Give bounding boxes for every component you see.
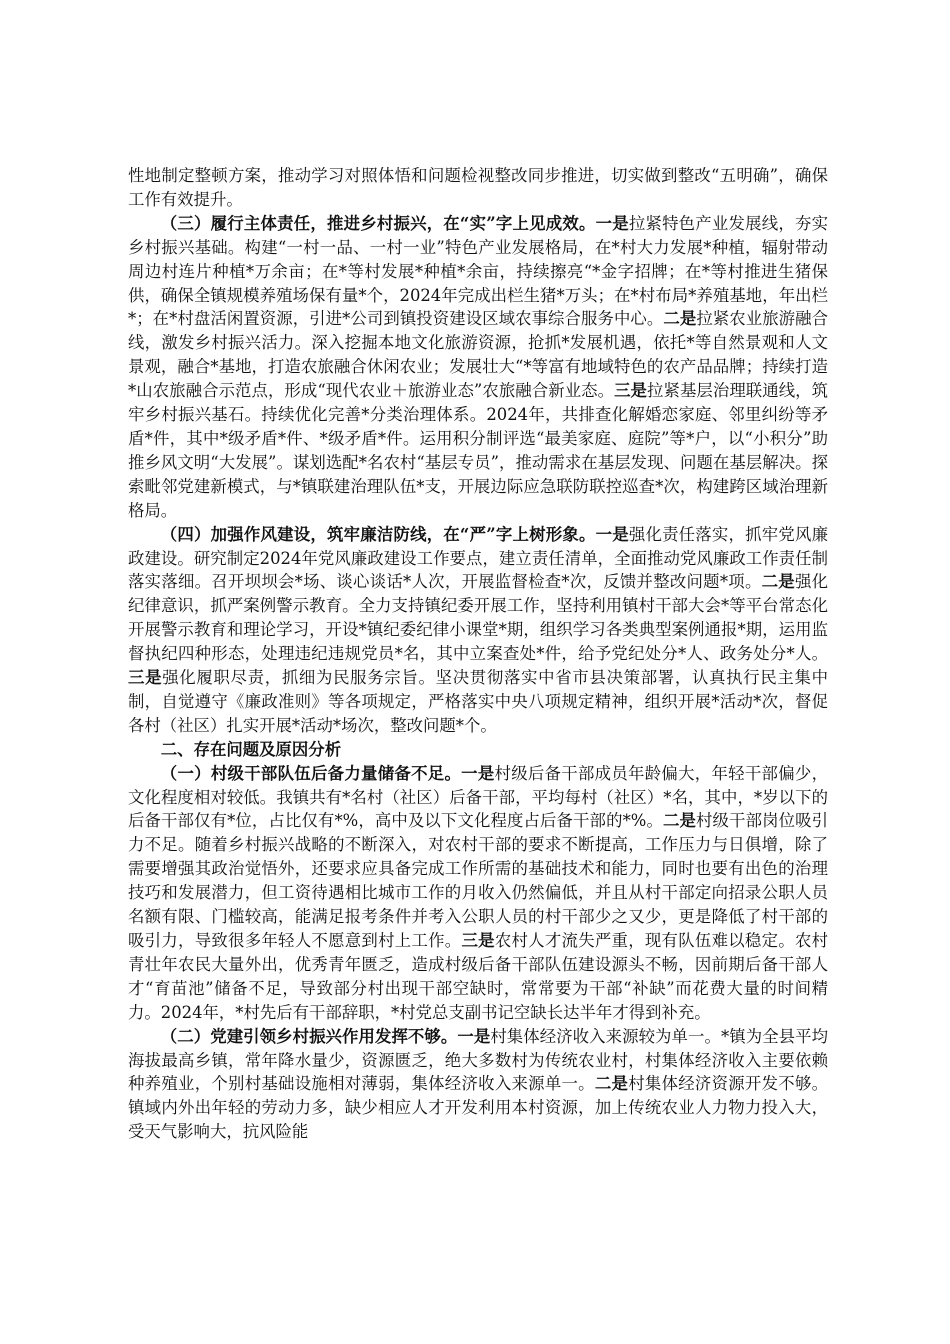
paragraph-section-4	[128, 523, 828, 738]
text-run: 拉紧基层治理联通线，筑牢乡村振兴基石。持续优化完善*分类治理体系。2024年，共排查化解婚恋家庭、邻里纠纷等矛盾*件，其中*级矛盾*件、*级矛盾*件。运用积分制评选“最美家庭、庭院”等*户，以“小积分”助推乡风文明“大发展”。谋划选配*名农村“基层专员”，推动需求在基层发现、问题在基层解决。探索毗邻党建新模式，与*镇联建治理队伍*支，开展边际应急联防联控巡查*次，构建跨区域治理新格局。	[128, 381, 829, 520]
bold-text-run: （一）村级干部队伍后备力量储备不足。	[160, 763, 462, 783]
text-run: 拉紧农业旅游融合线，激发乡村振兴活力。深入挖掘本地文化旅游资源，抢抓*发展机遇，依托*等自然景观和人文景观，融合*基地，打造农旅融合休闲农业；发展壮大“*等富有地域特色的农产品品牌；持续打造*山农旅融合示范点，形成“现代农业＋旅游业态”农旅融合新业态。	[128, 309, 829, 401]
bold-text-run: 一是	[595, 213, 629, 233]
paragraph-problem-2	[128, 1025, 828, 1145]
bold-text-run: 三是	[614, 381, 648, 401]
bold-text-run: 二是	[663, 811, 697, 831]
bold-text-run: 三是	[461, 931, 495, 950]
bold-text-run: 二是	[594, 1074, 629, 1094]
text-run: 村级后备干部成员年龄偏大，年轻干部偏少，文化程度相对较低。我镇共有*名村（社区）后备干部，平均每村（社区）*名，其中，*岁以下的后备干部仅有*位，占比仅有*%，高中及以下文化程度占后备干部的*%。	[128, 763, 828, 831]
section-heading-problems	[128, 738, 828, 762]
paragraph-section-3	[128, 212, 828, 523]
paragraph-intro	[128, 164, 828, 212]
text-run: 村级干部岗位吸引力不足。随着乡村振兴战略的不断深入，对农村干部的要求不断提高，工作压力与日俱增，除了需要增强其政治觉悟外，还要求应具备完成工作所需的基础技术和能力，同时也要有出色的治理技巧和发展潜力，但工资待遇相比城市工作的月收入仍然偏低，并且从村干部定向招录公职人员名额有限、门槛较高，能满足报考条件并考入公职人员的村干部少之又少，更是降低了村干部的吸引力，导致很多年轻人不愿意到村上工作。	[128, 811, 829, 950]
bold-text-run: 一是	[461, 763, 495, 783]
bold-text-run: 一是	[595, 524, 629, 544]
bold-text-run: （四）加强作风建设，筑牢廉洁防线，在“严”字上树形象。	[160, 524, 596, 544]
text-run: 拉紧特色产业发展线，夯实乡村振兴基础。构建“一村一品、一村一业”特色产业发展格局，在*村大力发展*种植，辐射带动周边村连片种植*万余亩；在*等村发展*种植*余亩，持续擦亮“*金字招牌；在*等村推进生猪保供，确保全镇规模养殖场保有量*个，2024年完成出栏生猪*万头；在*村布局*养殖基地，年出栏*；在*村盘活闲置资源，引进*公司到镇投资建设区域农事综合服务中心。	[128, 213, 829, 329]
bold-text-run: 二是	[761, 572, 795, 592]
text-run: 强化履职尽责，抓细为民服务宗旨。坚决贯彻落实中省市县决策部署，认真执行民主集中制，自觉遵守《廉政准则》等各项规定，严格落实中央八项规定精神，组织开展*活动*次，督促各村（社区）扎实开展*活动*场次，整改问题*个。	[128, 668, 829, 735]
bold-text-run: 三是	[128, 668, 163, 688]
text-run: 强化责任落实，抓牢党风廉政建设。研究制定2024年党风廉政建设工作要点，建立责任清单，全面推动党风廉政工作责任制落实落细。召开坝坝会*场、谈心谈话*人次，开展监督检查*次，反馈并整改问题*项。	[128, 524, 829, 592]
text-run: 村集体经济资源开发不够。镇域内外出年轻的劳动力多，缺少相应人才开发利用本村资源，加上传统农业人力物力投入大，受天气影响大，抗风险能	[128, 1074, 829, 1142]
bold-text-run: 二、存在问题及原因分析	[160, 739, 342, 759]
text-run: 性地制定整顿方案，推动学习对照体悟和问题检视整改同步推进，切实做到整改“五明确”，确保工作有效提升。	[128, 166, 828, 209]
document-body	[128, 164, 828, 1144]
text-run: 农村人才流失严重，现有队伍难以稳定。农村青壮年农民大量外出，优秀青年匮乏，造成村级后备干部队伍建设源头不畅，因前期后备干部人才“育苗池”储备不足，导致部分村出现干部空缺时，常常要为干部“补缺”而花费大量的时间精力。2024年，*村先后有干部辞职，*村党总支副书记空缺长达半年才得到补充。	[128, 931, 829, 1022]
bold-text-run: 二是	[663, 309, 697, 329]
paragraph-problem-1	[128, 762, 828, 1025]
bold-text-run: （二）党建引领乡村振兴作用发挥不够。	[160, 1026, 458, 1046]
text-run: 村集体经济收入来源较为单一。*镇为全县平均海拔最高乡镇，常年降水量少，资源匮乏，绝大多数村为传统农业村，村集体经济收入主要依赖种养殖业，个别村基础设施相对薄弱，集体经济收入来源单一。	[128, 1026, 829, 1094]
bold-text-run: 一是	[457, 1026, 491, 1046]
bold-text-run: （三）履行主体责任，推进乡村振兴，在“实”字上见成效。	[160, 213, 596, 233]
text-run: 强化纪律意识，抓严案例警示教育。全力支持镇纪委开展工作，坚持利用镇村干部大会*等平台常态化开展警示教育和理论学习，开设*镇纪委纪律小课堂*期，组织学习各类典型案例通报*期，运用监督执纪四种形态，处理违纪违规党员*名，其中立案查处*件，给予党纪处分*人、政务处分*人。	[128, 572, 829, 664]
